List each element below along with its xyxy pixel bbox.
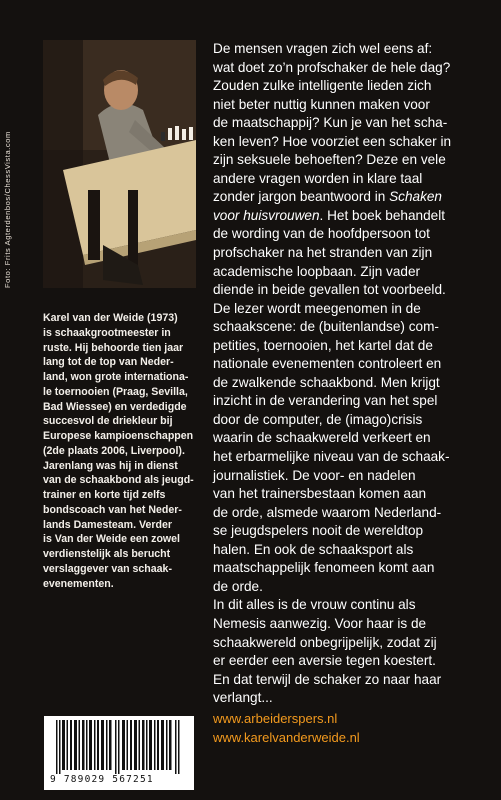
author-photo	[43, 40, 196, 288]
bio-line: bondscoach van het Neder-	[43, 503, 182, 516]
blurb-line: Nemesis aanwezig. Voor haar is de	[213, 615, 427, 631]
bio-line: is Van der Weide een zowel	[43, 533, 180, 546]
bio-line: Europese kampioenschappen	[43, 430, 194, 442]
isbn-number: 9 789029 567251	[50, 774, 154, 785]
isbn-barcode	[44, 716, 194, 790]
blurb-line: van het trainersbestaan komen aan	[213, 486, 427, 502]
blurb-line: De lezer wordt meegenomen in de	[213, 300, 421, 316]
blurb-line: Zouden zulke intelligente lieden zich	[213, 78, 432, 94]
bio-line: van de schaakbond als jeugd-	[43, 474, 194, 487]
blurb-line: verlangt...	[213, 690, 273, 706]
blurb-paragraph-3	[213, 596, 493, 707]
blurb-line: diende in beide gevallen tot voorbeeld.	[213, 282, 446, 298]
blurb-text	[213, 40, 493, 708]
blurb-line: profschaker na het stranden van zijn	[213, 245, 433, 261]
barcode-bars	[56, 720, 182, 774]
blurb-line: nationale evenementen controleert en	[213, 356, 442, 372]
bio-line: succesvol de driekleur bij	[43, 415, 173, 428]
blurb-line: journalistiek. De voor- en nadelen	[213, 467, 416, 483]
bio-line: Jarenlang was hij in dienst	[43, 459, 178, 472]
bio-line: lands Damesteam. Verder	[43, 518, 172, 531]
blurb-line: de orde.	[213, 578, 263, 594]
blurb-line: zijn seksuele behoeften? Deze en vele	[213, 152, 446, 168]
blurb-line: schaakscene: de (buitenlandse) com-	[213, 319, 439, 335]
blurb-line: inzicht in de verandering van het spel	[213, 393, 438, 409]
blurb-line: academische loopbaan. Zijn vader	[213, 263, 421, 279]
website-links	[213, 709, 493, 747]
blurb-line: niet beter nuttig kunnen maken voor	[213, 96, 430, 112]
blurb-line: andere vragen worden in klare taal	[213, 170, 423, 186]
blurb-line: ken leven? Hoe voorziet een schaker in	[213, 133, 452, 149]
blurb-paragraph-2	[213, 300, 493, 597]
author-bio	[43, 311, 203, 591]
blurb-line: de maatschappij? Kun je van het scha-	[213, 115, 448, 131]
blurb-line	[213, 207, 493, 226]
blurb-line-text: zonder jargon beantwoord in	[213, 189, 386, 205]
blurb-line: En dat terwijl de schaker zo naar haar	[213, 671, 442, 687]
publisher-link[interactable]: www.arbeiderspers.nl	[213, 711, 338, 726]
book-title: Schaken	[389, 189, 442, 205]
blurb-line: petities, toernooien, het kartel dat de	[213, 337, 433, 353]
bio-line: le toernooien (Praag, Sevilla,	[43, 385, 188, 398]
blurb-line: door de computer, de (imago)crisis	[213, 411, 423, 427]
blurb-line: de zwalkende schaakbond. Men krijgt	[213, 374, 440, 390]
blurb-line: maatschappelijk fenomeen komt aan	[213, 560, 435, 576]
bio-line: verdienstelijk als berucht	[43, 548, 171, 560]
blurb-line: halen. En ook de schaaksport als	[213, 541, 414, 557]
book-title-cont: voor huisvrouwen	[213, 207, 320, 223]
chess-player-illustration	[43, 40, 196, 288]
blurb-line	[213, 188, 493, 207]
bio-line: ruste. Hij behoorde tien jaar	[43, 341, 184, 354]
bio-line: (2de plaats 2006, Liverpool).	[43, 444, 185, 457]
bio-line: lang tot de top van Neder-	[43, 356, 174, 369]
blurb-line: se jeugdspelers nooit de wereldtop	[213, 523, 424, 539]
blurb-paragraph-1	[213, 40, 493, 300]
blurb-line: waarin de schaakwereld verkeert en	[213, 430, 431, 446]
blurb-line: er eerder een aversie tegen koestert.	[213, 653, 436, 669]
blurb-line: de orde, alsmede waarom Nederland-	[213, 504, 442, 520]
blurb-line: wat doet zo’n profschaker de hele dag?	[213, 59, 451, 75]
blurb-line: het erbarmelijke niveau van de schaak-	[213, 449, 450, 465]
blurb-line: schaakwereld onbegrijpelijk, zodat zij	[213, 634, 437, 650]
bio-line: Bad Wiessee) en verdedigde	[43, 400, 187, 413]
bio-line: trainer en korte tijd zelfs	[43, 489, 166, 501]
bio-line: Karel van der Weide (1973)	[43, 312, 178, 324]
blurb-line: de wording van de hoofdpersoon tot	[213, 226, 430, 242]
bio-line: is schaakgrootmeester in	[43, 326, 171, 339]
blurb-line-text: . Het boek behandelt	[319, 207, 446, 223]
photo-credit: Foto: Frits Agterdenbos/ChessVista.com	[3, 131, 12, 288]
blurb-line: In dit alles is de vrouw continu als	[213, 597, 416, 613]
bio-line: verslaggever van schaak-	[43, 562, 172, 575]
bio-line: evenementen.	[43, 577, 114, 590]
blurb-line: De mensen vragen zich wel eens af:	[213, 41, 433, 56]
author-link[interactable]: www.karelvanderweide.nl	[213, 730, 360, 745]
bio-line: land, won grote internationa-	[43, 371, 189, 383]
